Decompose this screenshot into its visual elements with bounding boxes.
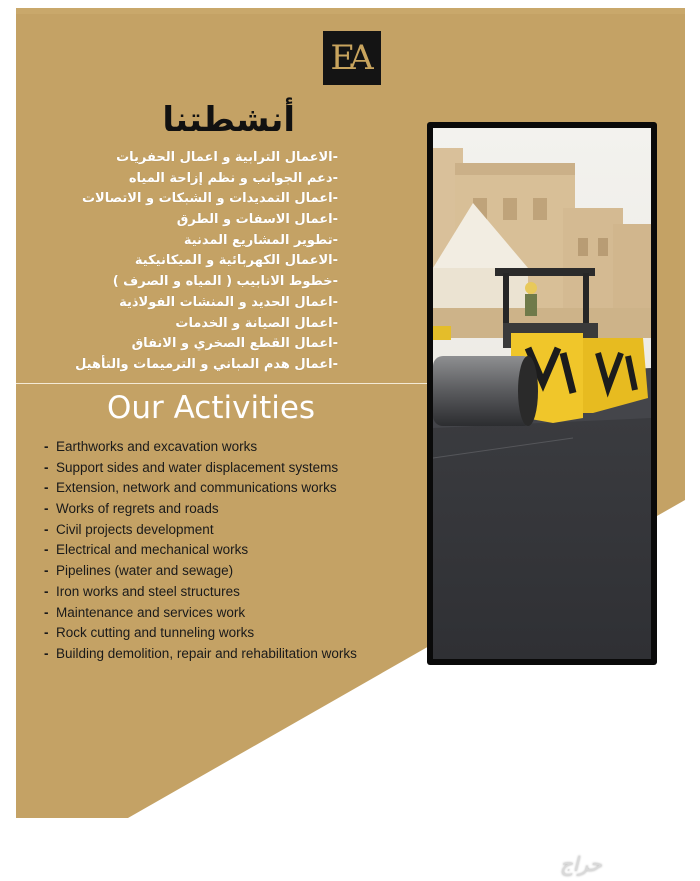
- bullet-dash: -: [44, 459, 49, 475]
- section-divider: [16, 383, 428, 384]
- english-activity-item: [44, 561, 357, 582]
- bullet-dash: -: [44, 583, 49, 599]
- english-activity-item: [44, 437, 357, 458]
- english-activity-label: Support sides and water displacement systems: [56, 459, 339, 475]
- road-roller-photo: [433, 128, 651, 659]
- arabic-activity-item: -خطوط الانابيب ( المياه و الصرف ): [112, 274, 338, 290]
- english-activity-item: [44, 478, 357, 499]
- bullet-dash: -: [44, 604, 49, 620]
- arabic-activity-item: -اعمال الحديد و المنشات الفولاذية: [119, 294, 338, 310]
- bullet-dash: -: [44, 501, 49, 517]
- bullet-dash: -: [44, 625, 49, 641]
- english-activity-item: [44, 540, 357, 561]
- arabic-activity-item: -الاعمال الترابية و اعمال الحفريات: [116, 150, 338, 165]
- arabic-activities-list: [18, 148, 338, 376]
- arabic-activity-item: -اعمال القطع الصخري و الانفاق: [131, 336, 338, 352]
- english-activity-item: [44, 582, 357, 603]
- watermark-logo: حراج: [560, 852, 602, 876]
- english-activity-label: Extension, network and communications works: [56, 480, 337, 496]
- english-activity-label: Electrical and mechanical works: [56, 542, 249, 558]
- bullet-dash: -: [44, 521, 49, 537]
- english-activity-item: [44, 458, 357, 479]
- english-activity-item: [44, 603, 357, 624]
- english-activity-item: [44, 623, 357, 644]
- english-activity-label: Rock cutting and tunneling works: [56, 625, 255, 641]
- arabic-activity-item: -دعم الجوانب و نظم إزاحة المياه: [128, 170, 338, 186]
- english-activity-label: Pipelines (water and sewage): [56, 563, 234, 579]
- arabic-title: أنشطتنا: [162, 100, 295, 140]
- arabic-activity-item: -اعمال الصيانة و الخدمات: [175, 315, 338, 331]
- arabic-activity-item: -اعمال هدم المباني و الترميمات والتأهيل: [75, 356, 338, 372]
- arabic-activity-item: -الاعمال الكهربائية و الميكانيكية: [134, 253, 338, 269]
- bullet-dash: -: [44, 563, 49, 579]
- english-activity-label: Maintenance and services work: [56, 604, 246, 620]
- english-activity-label: Works of regrets and roads: [56, 501, 219, 517]
- english-title: Our Activities: [107, 390, 316, 426]
- bullet-dash: -: [44, 542, 49, 558]
- english-activities-list: [44, 437, 357, 665]
- logo-lettering: EA: [330, 38, 368, 78]
- english-activity-label: Building demolition, repair and rehabilitation works: [56, 645, 357, 661]
- bullet-dash: -: [44, 645, 49, 661]
- arabic-activity-item: -اعمال التمديدات و الشبكات و الاتصالات: [81, 191, 338, 207]
- english-activity-label: Iron works and steel structures: [56, 583, 240, 599]
- bullet-dash: -: [44, 480, 49, 496]
- english-activity-item: [44, 499, 357, 520]
- bullet-dash: -: [44, 439, 49, 454]
- english-activity-item: [44, 520, 357, 541]
- arabic-activity-item: -اعمال الاسفات و الطرق: [176, 212, 338, 228]
- company-logo: [323, 31, 381, 85]
- arabic-activity-item: -تطوير المشاريع المدنية: [183, 232, 338, 248]
- english-activity-label: Earthworks and excavation works: [56, 439, 258, 454]
- english-activity-item: [44, 644, 357, 665]
- road-roller-illustration: [433, 128, 651, 659]
- english-activity-label: Civil projects development: [56, 521, 214, 537]
